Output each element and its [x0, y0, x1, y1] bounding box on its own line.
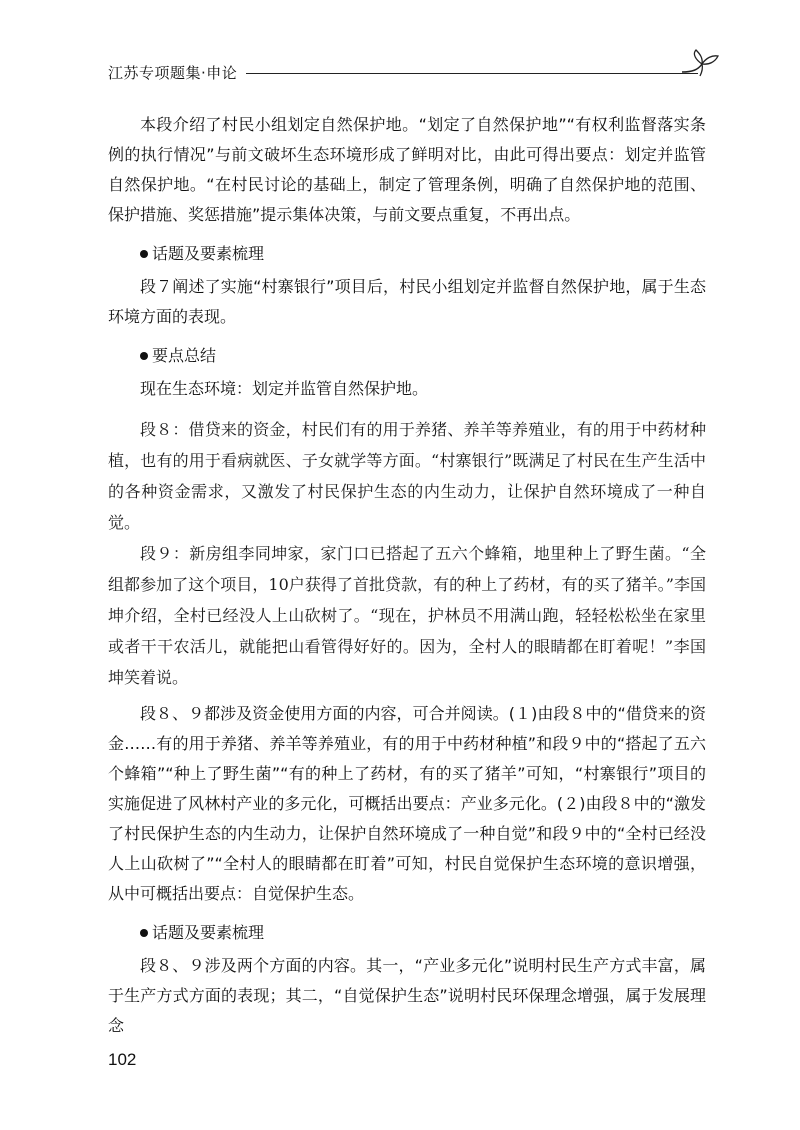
- bullet-icon: [140, 352, 148, 360]
- analysis-paragraph: 段８、９都涉及资金使用方面的内容，可合并阅读。(１)由段８中的“借贷来的资金……有的用于养猪、养羊等养殖业，有的用于中药材种植”和段９中的“搭起了五六个蜂箱”“种上了野生菌”“有的种上了药材，有的买了猪羊”可知，“村寨银行”项目的实施促进了风林村产业的多元化，可概括出要点：产业多元化。(２)由段８中的“激发了村民保护生态的内生动力，让保护自然环境成了一种自觉”和段９中的“全村已经没人上山砍树了”“全村人的眼睛都在盯着”可知，村民自觉保护生态环境的意识增强，从中可概括出要点：自觉保护生态。: [108, 704, 706, 903]
- section-heading: [108, 342, 706, 370]
- page-content: [108, 110, 706, 1041]
- source-material: [108, 414, 706, 693]
- analysis-paragraph: 本段介绍了村民小组划定自然保护地。“划定了自然保护地”“有权利监督落实条例的执行情况”与前文破坏生态环境形成了鲜明对比，由此可得出要点：划定并监管自然保护地。“在村民讨论的基础上，制定了管理条例，明确了自然保护地的范围、保护措施、奖惩措施”提示集体决策，与前文要点重复，不再出点。: [108, 115, 706, 224]
- header-rule: [246, 73, 698, 74]
- sprout-icon: [678, 46, 722, 78]
- bullet-icon: [140, 929, 148, 937]
- section-heading: [108, 919, 706, 947]
- topic-paragraph: 段８、９涉及两个方面的内容。其一，“产业多元化”说明村民生产方式丰富，属于生产方式方面的表现；其二，“自觉保护生态”说明村民环保理念增强，属于发展理念: [108, 956, 706, 1035]
- section-heading-text: 话题及要素梳理: [152, 923, 265, 942]
- section-heading: [108, 240, 706, 268]
- material-paragraph-8: 段８：借贷来的资金，村民们有的用于养猪、养羊等养殖业，有的用于中药材种植，也有的用于看病就医、子女就学等方面。“村寨银行”既满足了村民在生产生活中的各种资金需求，又激发了村民保护生态的内生动力，让保护自然环境成了一种自觉。: [108, 420, 706, 532]
- summary-paragraph: 现在生态环境：划定并监管自然保护地。: [140, 379, 429, 398]
- running-header: [108, 50, 708, 90]
- topic-paragraph: 段７阐述了实施“村寨银行”项目后，村民小组划定并监督自然保护地，属于生态环境方面的表现。: [108, 277, 706, 326]
- section-heading-text: 要点总结: [152, 346, 217, 365]
- material-paragraph-9: 段９：新房组李同坤家，家门口已搭起了五六个蜂箱，地里种上了野生菌。“全组都参加了这个项目，10户获得了首批贷款，有的种上了药材，有的买了猪羊。”李国坤介绍，全村已经没人上山砍树了。“现在，护林员不用满山跑，轻轻松松坐在家里或者干干农活儿，就能把山看管得好好的。因为，全村人的眼睛都在盯着呢！”李国坤笑着说。: [108, 544, 706, 687]
- book-title: 江苏专项题集·申论: [108, 64, 238, 82]
- page-number: 102: [108, 1050, 137, 1069]
- bullet-icon: [140, 250, 148, 258]
- section-heading-text: 话题及要素梳理: [152, 244, 265, 263]
